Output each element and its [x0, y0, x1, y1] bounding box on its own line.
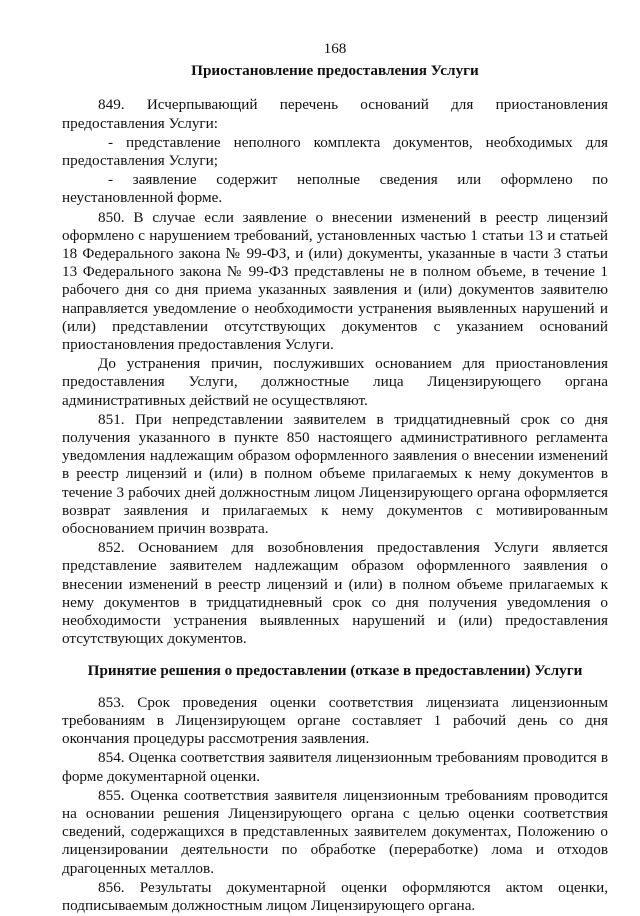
paragraph-856: 856. Результаты документарной оценки оформляются актом оценки, подписываемым должностным лицом Лицензирующего органа.: [62, 878, 608, 914]
section-title-decision: Принятие решения о предоставлении (отказе в предоставлении) Услуги: [87, 661, 583, 679]
paragraph-855: 855. Оценка соответствия заявителя лицензионным требованиям проводится на основании решения Лицензирующего органа с целью оценки соответствия сведений, содержащихся в представленных заявителем документах, Положению о лицензировании деятельности по обработке (переработке) лома и отходов драгоценных металлов.: [62, 786, 608, 877]
paragraph-852: 852. Основанием для возобновления предоставления Услуги является представление заявителем надлежащим образом оформленного заявления о внесении изменений в реестр лицензий и (или) в полном объеме прилагаемых к нему документов в тридцатидневный срок со дня получения уведомления о необходимости устранения выявленных нарушений и (или) предоставления отсутствующих документов.: [62, 539, 608, 648]
paragraph-853: 853. Срок проведения оценки соответствия лицензиата лицензионным требованиям в Лицензирующем органе составляет 1 рабочий день со дня окончания процедуры рассмотрения заявления.: [62, 693, 608, 748]
list-item-incomplete-application: - заявление содержит неполные сведения или оформлено по неустановленной форме.: [62, 171, 608, 207]
list-item-incomplete-documents: - представление неполного комплекта документов, необходимых для предоставления Услуги;: [62, 133, 608, 170]
paragraph-until-resolution: До устранения причин, послуживших основанием для приостановления предоставления Услуги, должностные лица Лицензирующего органа административных действий не осуществляют.: [62, 355, 608, 409]
document-page: [62, 40, 608, 916]
paragraph-854: 854. Оценка соответствия заявителя лицензионным требованиям проводится в форме документарной оценки.: [62, 749, 608, 785]
page-number: 168: [323, 40, 347, 57]
paragraph-851: 851. При непредставлении заявителем в тридцатидневный срок со дня получения указанного в пункте 850 настоящего административного регламента уведомления надлежащим образом оформленного заявления о внесении изменений в реестр лицензий и (или) в полном объеме прилагаемых к нему документов в течение 3 рабочих дней должностным лицом Лицензирующего органа оформляется возврат заявления и прилагаемых к нему документов с мотивированным обоснованием причин возврата.: [62, 410, 608, 538]
paragraph-849: 849. Исчерпывающий перечень оснований для приостановления предоставления Услуги:: [62, 96, 608, 132]
paragraph-850: 850. В случае если заявление о внесении изменений в реестр лицензий оформлено с нарушением требований, установленных частью 1 статьи 13 и статьей 18 Федерального закона № 99-ФЗ, и (или) документы, указанные в части 3 статьи 13 Федерального закона № 99-ФЗ представлены не в полном объеме, в течение 1 рабочего дня со дня приема указанных заявления и (или) документов заявителю направляется уведомление о необходимости устранения выявленных нарушений и (или) представлении отсутствующих документов с указанием оснований приостановления предоставления Услуги.: [62, 208, 608, 354]
section-title-suspension: Приостановление предоставления Услуги: [191, 62, 479, 80]
